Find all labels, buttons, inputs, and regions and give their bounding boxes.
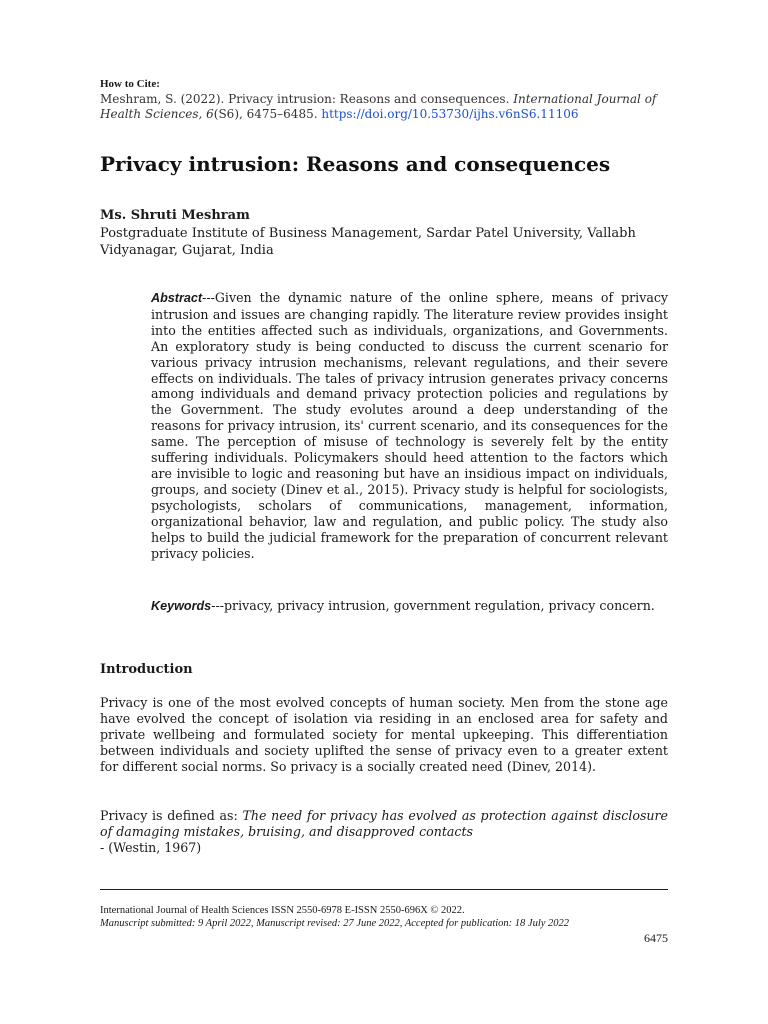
- keywords-text: privacy, privacy intrusion, government regulation, privacy concern.: [223, 598, 655, 613]
- introduction-heading: Introduction: [100, 662, 193, 677]
- keywords-separator: ---: [211, 598, 224, 613]
- keywords-label: Keywords: [151, 599, 212, 613]
- citation-journal: International Journal of Health Sciences, 6: [100, 92, 657, 121]
- author-name: Ms. Shruti Meshram: [100, 208, 250, 223]
- abstract-label: Abstract: [151, 291, 203, 305]
- how-to-cite-heading: [100, 78, 160, 90]
- how-to-cite-label: How to Cite: [100, 78, 157, 90]
- author-affiliation: Postgraduate Institute of Business Management, Sardar Patel University, Vallabh Vidyanagar, Gujarat, India: [100, 226, 636, 258]
- keywords: [151, 598, 668, 614]
- citation-text: [100, 92, 668, 122]
- introduction-paragraph-1: Privacy is one of the most evolved concepts of human society. Men from the stone age have evolved the concept of isolation via residing in an enclosed area for safety and private wellbeing and formulated society for mental upkeeping. This differentiation between individuals and society uplifted the sense of privacy even to a greater extent for different social norms. So privacy is a socially created need (Dinev, 2014).: [100, 695, 668, 774]
- page-number: 6475: [644, 931, 668, 945]
- citation-authors-title: Meshram, S. (2022). Privacy intrusion: Reasons and consequences.: [100, 92, 514, 106]
- footer-manuscript-dates: Manuscript submitted: 9 April 2022, Manuscript revised: 27 June 2022, Accepted for publication: 18 July 2022: [100, 918, 570, 929]
- quote-attribution: - (Westin, 1967): [100, 840, 202, 855]
- introduction-paragraph-2: [100, 808, 668, 856]
- citation-volume-pages: (S6), 6475–6485.: [213, 107, 322, 121]
- abstract-text: Given the dynamic nature of the online sphere, means of privacy intrusion and issues are changing rapidly. The literature review provides insight into the entities affected such as individuals, organizations, and Governments. An exploratory study is being conducted to discuss the current scenario for various privacy intrusion mechanisms, relevant regulations, and their severe effects on individuals. The tales of privacy intrusion generates privacy concerns among individuals and demand privacy protection policies and regulations by the Government. The study evolutes around a deep understanding of the reasons for privacy intrusion, its' current scenario, and its consequences for the same. The perception of misuse of technology is severely felt by the entity suffering individuals. Policymakers should heed attention to the factors which are invisible to logic and reasoning but have an insidious impact on individuals, groups, and society (Dinev et al., 2015). Privacy study is helpful for sociologists, psychologists, scholars of communications, management, information, organizational behavior, law and regulation, and public policy. The study also helps to build the judicial framework for the preparation of concurrent relevant privacy policies.: [151, 290, 668, 561]
- abstract: [151, 290, 668, 561]
- westin-quote: The need for privacy has evolved as protection against disclosure of damaging mistakes, bruising, and disapproved contacts: [100, 808, 668, 839]
- how-to-cite-colon: :: [156, 78, 160, 90]
- paper-title: Privacy intrusion: Reasons and consequences: [100, 152, 611, 176]
- footer-divider: [100, 889, 668, 890]
- privacy-definition-lead: Privacy is defined as:: [100, 808, 243, 823]
- abstract-separator: ---: [202, 290, 215, 305]
- doi-link[interactable]: https://doi.org/10.53730/ijhs.v6nS6.11106: [321, 107, 579, 121]
- footer-journal-info: International Journal of Health Sciences ISSN 2550-6978 E-ISSN 2550-696X © 2022.: [100, 905, 465, 916]
